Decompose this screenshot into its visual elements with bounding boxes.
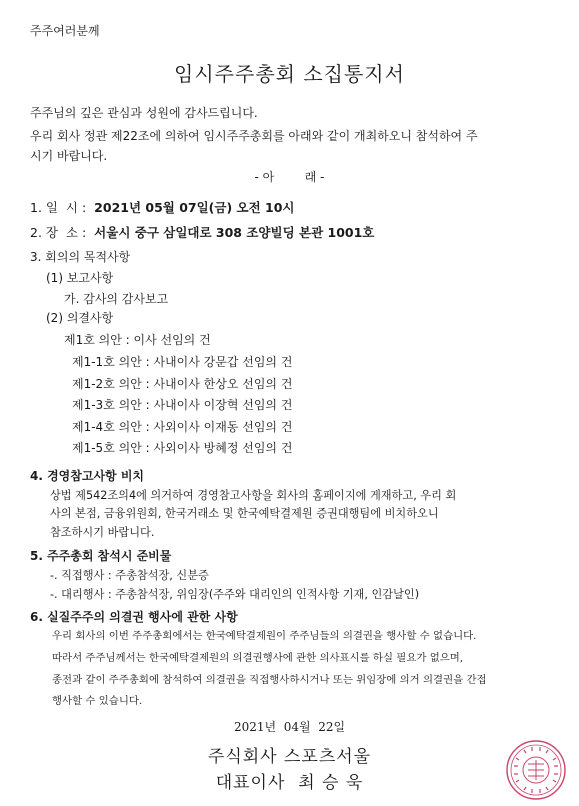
company-name: 주식회사 스포츠서울 — [207, 747, 372, 767]
company-seal-icon — [504, 738, 568, 802]
intro-line-3: 시기 바랍니다. — [30, 149, 108, 163]
agenda-item: 제1-2호 의안 : 사내이사 한상오 선임의 건 — [72, 377, 293, 391]
datetime-label: 1. 일 시 : — [30, 200, 87, 215]
agenda-heading: 3. 회의의 목적사항 — [30, 250, 131, 264]
place-value: 서울시 중구 삼일대로 308 조양빌딩 본관 1001호 — [94, 225, 375, 240]
place-label: 2. 장 소 : — [30, 225, 87, 240]
agenda-item: 제1-3호 의안 : 사내이사 이장혁 선임의 건 — [72, 398, 293, 412]
shadow-voting-line: 행사할 수 있습니다. — [52, 695, 143, 707]
shadow-voting-line: 따라서 주주님께서는 한국예탁결제원의 의결권행사에 관한 의사표시를 하실 필요가 없으며, — [52, 652, 464, 664]
notice-heading: - 아 래 - — [254, 170, 325, 184]
datetime-row — [30, 198, 295, 216]
place-row — [30, 223, 374, 241]
shadow-voting-heading: 6. 실질주주의 의결권 행사에 관한 사항 — [30, 610, 238, 624]
page-title: 임시주주총회 소집통지서 — [174, 62, 405, 86]
reference-heading: 4. 경영참고사항 비치 — [30, 469, 145, 483]
shadow-voting-line: 우리 회사의 이번 주주총회에서는 한국예탁결제원이 주주님들의 의결권을 행사할 수 없습니다. — [52, 630, 477, 642]
preparation-line: -. 직접행사 : 주총참석장, 신분증 — [50, 569, 209, 582]
report-heading: (1) 보고사항 — [46, 271, 114, 285]
agenda-item: 제1-4호 의안 : 사외이사 이재동 선임의 건 — [72, 420, 293, 434]
agenda-item: 제1-5호 의안 : 사외이사 방혜정 선임의 건 — [72, 441, 293, 455]
reference-line: 참조하시기 바랍니다. — [50, 526, 155, 539]
reference-line: 상법 제542조의4에 의거하여 경영참고사항을 회사의 홈페이지에 게재하고, 우리 회 — [50, 489, 457, 502]
agenda-item: 제1호 의안 : 이사 선임의 건 — [64, 333, 211, 347]
ceo-name: 대표이사 최 승 욱 — [215, 773, 364, 793]
report-item: 가. 감사의 감사보고 — [64, 292, 169, 306]
datetime-value: 2021년 05월 07일(금) 오전 10시 — [94, 200, 295, 215]
preparation-line: -. 대리행사 : 주총참석장, 위임장(주주와 대리인의 인적사항 기재, 인감날인) — [50, 588, 420, 601]
preparation-heading: 5. 주주총회 참석시 준비물 — [30, 549, 172, 563]
agenda-item: 제1-1호 의안 : 사내이사 강문갑 선임의 건 — [72, 355, 293, 369]
reference-line: 사의 본점, 금융위원회, 한국거래소 및 한국예탁결제원 증권대행팀에 비치하오니 — [50, 507, 439, 520]
shadow-voting-line: 종전과 같이 주주총회에 참석하여 의결권을 직접행사하시거나 또는 위임장에 의거 의결권을 간접 — [52, 674, 487, 686]
intro-line-2: 우리 회사 정관 제22조에 의하여 임시주주총회를 아래와 같이 개최하오니 참석하여 주 — [30, 129, 478, 143]
resolution-heading: (2) 의결사항 — [46, 311, 114, 325]
salutation: 주주여러분께 — [30, 24, 100, 38]
notice-date: 2021년 04월 22일 — [233, 720, 346, 734]
intro-line-1: 주주님의 깊은 관심과 성원에 감사드립니다. — [30, 106, 258, 120]
